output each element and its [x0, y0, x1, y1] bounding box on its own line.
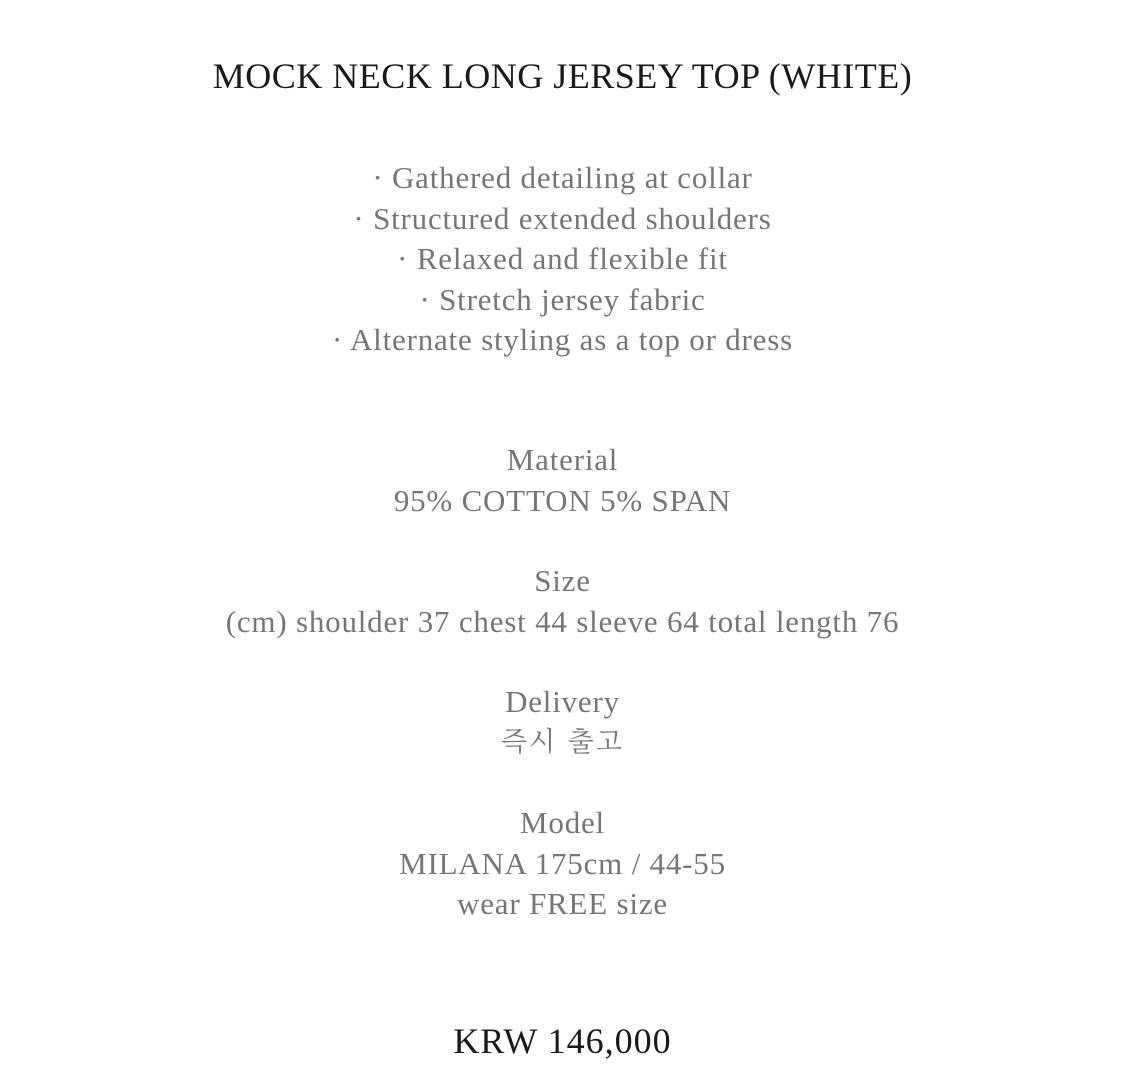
- feature-item: · Stretch jersey fabric: [0, 280, 1125, 321]
- feature-list: [0, 158, 1125, 361]
- model-section: [0, 803, 1125, 925]
- model-label: Model: [520, 805, 605, 840]
- size-value: (cm) shoulder 37 chest 44 sleeve 64 total length 76: [225, 603, 900, 639]
- feature-item: · Structured extended shoulders: [0, 199, 1125, 240]
- feature-item: · Relaxed and flexible fit: [0, 239, 1125, 280]
- feature-item: · Alternate styling as a top or dress: [0, 320, 1125, 361]
- material-section: [0, 440, 1125, 521]
- material-value: 95% COTTON 5% SPAN: [393, 482, 732, 518]
- model-wear-size: wear FREE size: [457, 886, 668, 921]
- delivery-section: [0, 682, 1125, 763]
- product-title: MOCK NECK LONG JERSEY TOP (WHITE): [212, 56, 913, 96]
- size-label: Size: [534, 563, 591, 598]
- material-label: Material: [506, 442, 619, 477]
- delivery-label: Delivery: [505, 684, 620, 719]
- model-measurements: MILANA 175cm / 44-55: [399, 845, 726, 881]
- delivery-value: 즉시 출고: [501, 726, 624, 758]
- product-price: KRW 146,000: [453, 1021, 672, 1061]
- size-section: [0, 561, 1125, 642]
- feature-item: · Gathered detailing at collar: [0, 158, 1125, 199]
